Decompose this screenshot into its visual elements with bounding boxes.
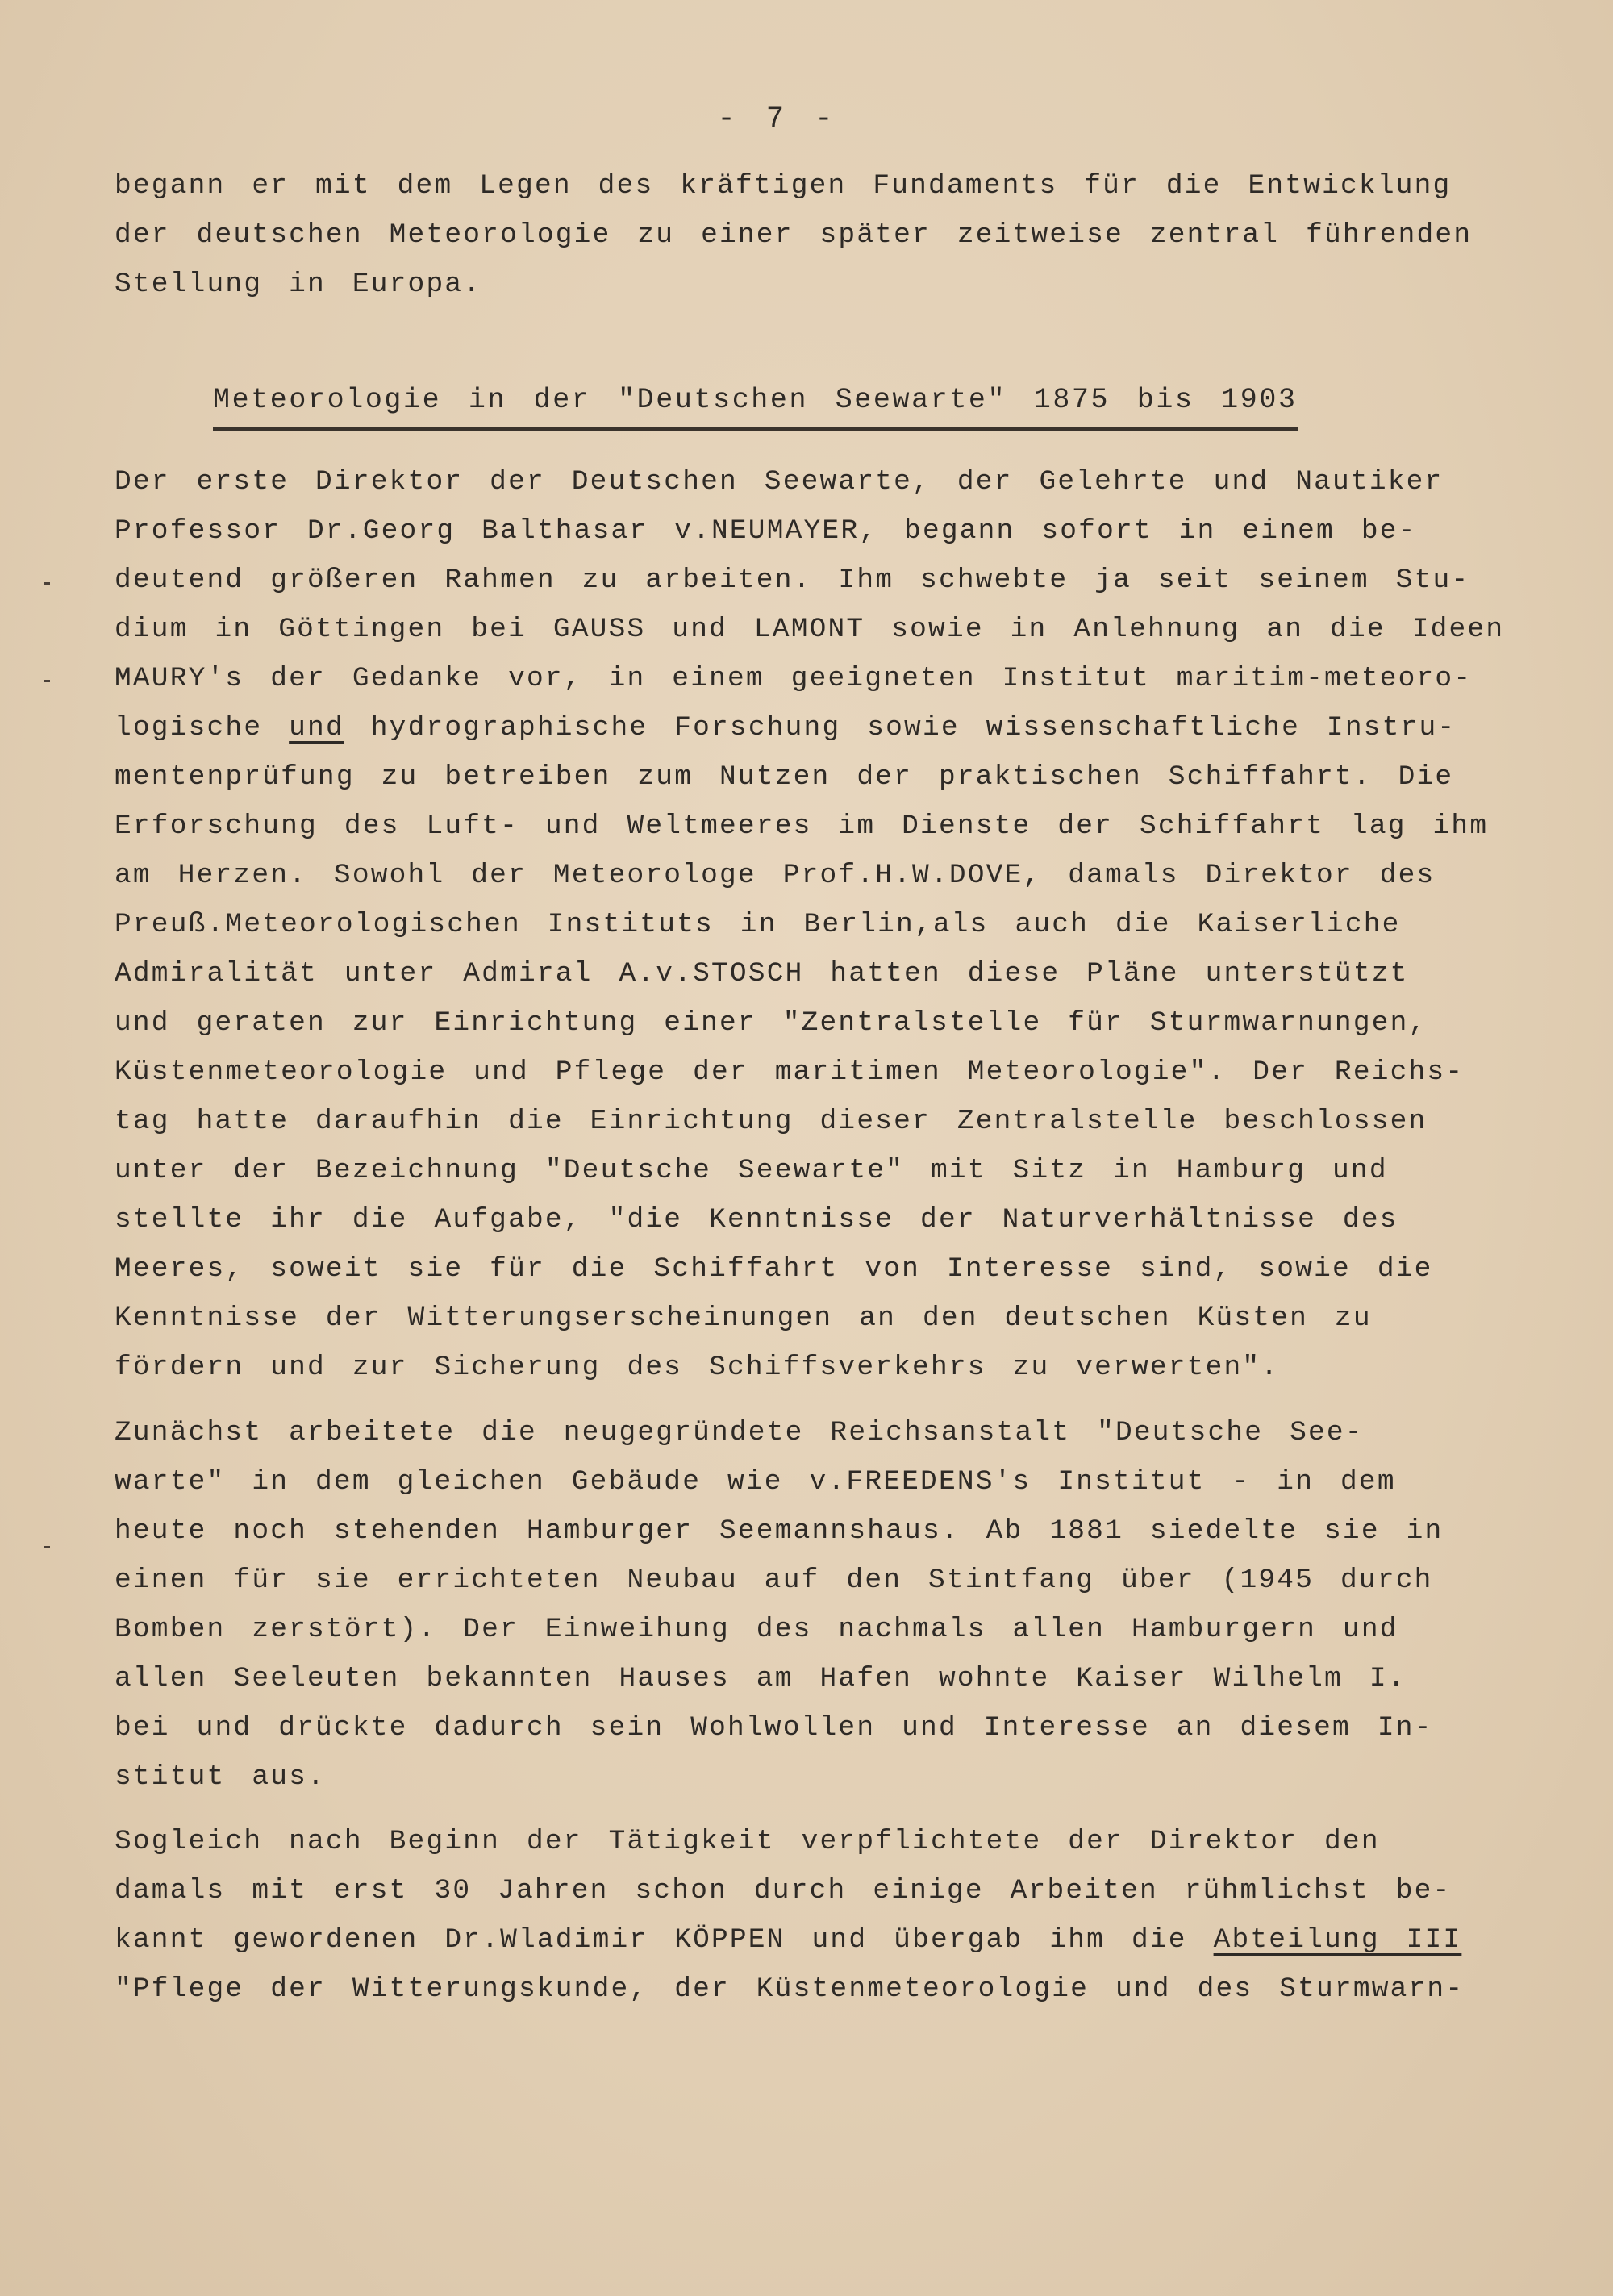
underlined-text: Abteilung III: [1213, 1924, 1462, 1956]
text-line: unter der Bezeichnung "Deutsche Seewarte" mit Sitz in Hamburg und: [115, 1155, 1388, 1186]
margin-mark: [44, 680, 50, 682]
text-line: und geraten zur Einrichtung einer "Zentralstelle für Sturmwarnungen,: [115, 1007, 1428, 1039]
text-line: deutend größeren Rahmen zu arbeiten. Ihm schwebte ja seit seinem Stu-: [115, 565, 1470, 596]
text-line: stellte ihr die Aufgabe, "die Kenntnisse der Naturverhältnisse des: [115, 1204, 1398, 1236]
paragraph-koeppen: [115, 1817, 1526, 2014]
text-line: am Herzen. Sowohl der Meteorologe Prof.H.W.DOVE, damals Direktor des: [115, 860, 1436, 891]
text-line: [115, 1915, 1526, 1965]
text-line: [115, 703, 1526, 752]
text-line: "Pflege der Witterungskunde, der Küstenmeteorologie und des Sturmwarn-: [115, 1973, 1465, 2005]
text-line: Stellung in Europa.: [115, 269, 482, 300]
text-line: stitut aus.: [115, 1761, 326, 1793]
text-line: Admiralität unter Admiral A.v.STOSCH hatten diese Pläne unterstützt: [115, 958, 1409, 990]
text-line: heute noch stehenden Hamburger Seemannshaus. Ab 1881 siedelte sie in: [115, 1515, 1444, 1547]
text-line: MAURY's der Gedanke vor, in einem geeigneten Institut maritim-meteoro-: [115, 663, 1473, 694]
text-segment: hydrographische Forschung sowie wissenschaftliche Instru-: [344, 712, 1457, 744]
underlined-text: und: [289, 712, 344, 744]
text-line: Meeres, soweit sie für die Schiffahrt von Interesse sind, sowie die: [115, 1253, 1433, 1285]
text-line: Sogleich nach Beginn der Tätigkeit verpflichtete der Direktor den: [115, 1826, 1380, 1857]
text-line: dium in Göttingen bei GAUSS und LAMONT sowie in Anlehnung an die Ideen: [115, 614, 1505, 645]
text-line: Preuß.Meteorologischen Instituts in Berlin,als auch die Kaiserliche: [115, 909, 1401, 940]
text-line: mentenprüfung zu betreiben zum Nutzen der praktischen Schiffahrt. Die: [115, 761, 1454, 793]
text-line: der deutschen Meteorologie zu einer später zeitweise zentral führenden: [115, 219, 1473, 251]
text-line: Zunächst arbeitete die neugegründete Reichsanstalt "Deutsche See-: [115, 1417, 1364, 1448]
text-line: Professor Dr.Georg Balthasar v.NEUMAYER, begann sofort in einem be-: [115, 515, 1417, 547]
text-line: allen Seeleuten bekannten Hauses am Hafen wohnte Kaiser Wilhelm I.: [115, 1663, 1407, 1694]
paragraph-neumayer: [115, 457, 1526, 1392]
text-line: Erforschung des Luft- und Weltmeeres im Dienste der Schiffahrt lag ihm: [115, 810, 1489, 842]
text-line: Bomben zerstört). Der Einweihung des nachmals allen Hamburgern und: [115, 1614, 1398, 1645]
margin-mark: [44, 1546, 50, 1548]
text-line: bei und drückte dadurch sein Wohlwollen und Interesse an diesem In-: [115, 1712, 1433, 1744]
margin-mark: [44, 582, 50, 585]
text-line: damals mit erst 30 Jahren schon durch einige Arbeiten rühmlichst be-: [115, 1875, 1452, 1906]
intro-paragraph: [115, 161, 1526, 309]
text-segment: kannt gewordenen Dr.Wladimir KÖPPEN und übergab ihm die: [115, 1924, 1214, 1956]
paragraph-seewarte-building: [115, 1408, 1526, 1802]
text-line: tag hatte daraufhin die Einrichtung dieser Zentralstelle beschlossen: [115, 1106, 1428, 1137]
text-line: einen für sie errichteten Neubau auf den Stintfang über (1945 durch: [115, 1565, 1433, 1596]
page-number: - 7 -: [717, 102, 840, 136]
section-heading: Meteorologie in der "Deutschen Seewarte" 1875 bis 1903: [213, 376, 1298, 431]
text-line: warte" in dem gleichen Gebäude wie v.FREEDENS's Institut - in dem: [115, 1466, 1396, 1498]
text-line: begann er mit dem Legen des kräftigen Fundaments für die Entwicklung: [115, 170, 1452, 202]
text-line: Kenntnisse der Witterungserscheinungen an den deutschen Küsten zu: [115, 1302, 1372, 1334]
text-line: fördern und zur Sicherung des Schiffsverkehrs zu verwerten".: [115, 1352, 1280, 1383]
text-line: Küstenmeteorologie und Pflege der maritimen Meteorologie". Der Reichs-: [115, 1056, 1465, 1088]
text-line: Der erste Direktor der Deutschen Seewarte, der Gelehrte und Nautiker: [115, 466, 1444, 498]
text-segment: logische: [115, 712, 290, 744]
